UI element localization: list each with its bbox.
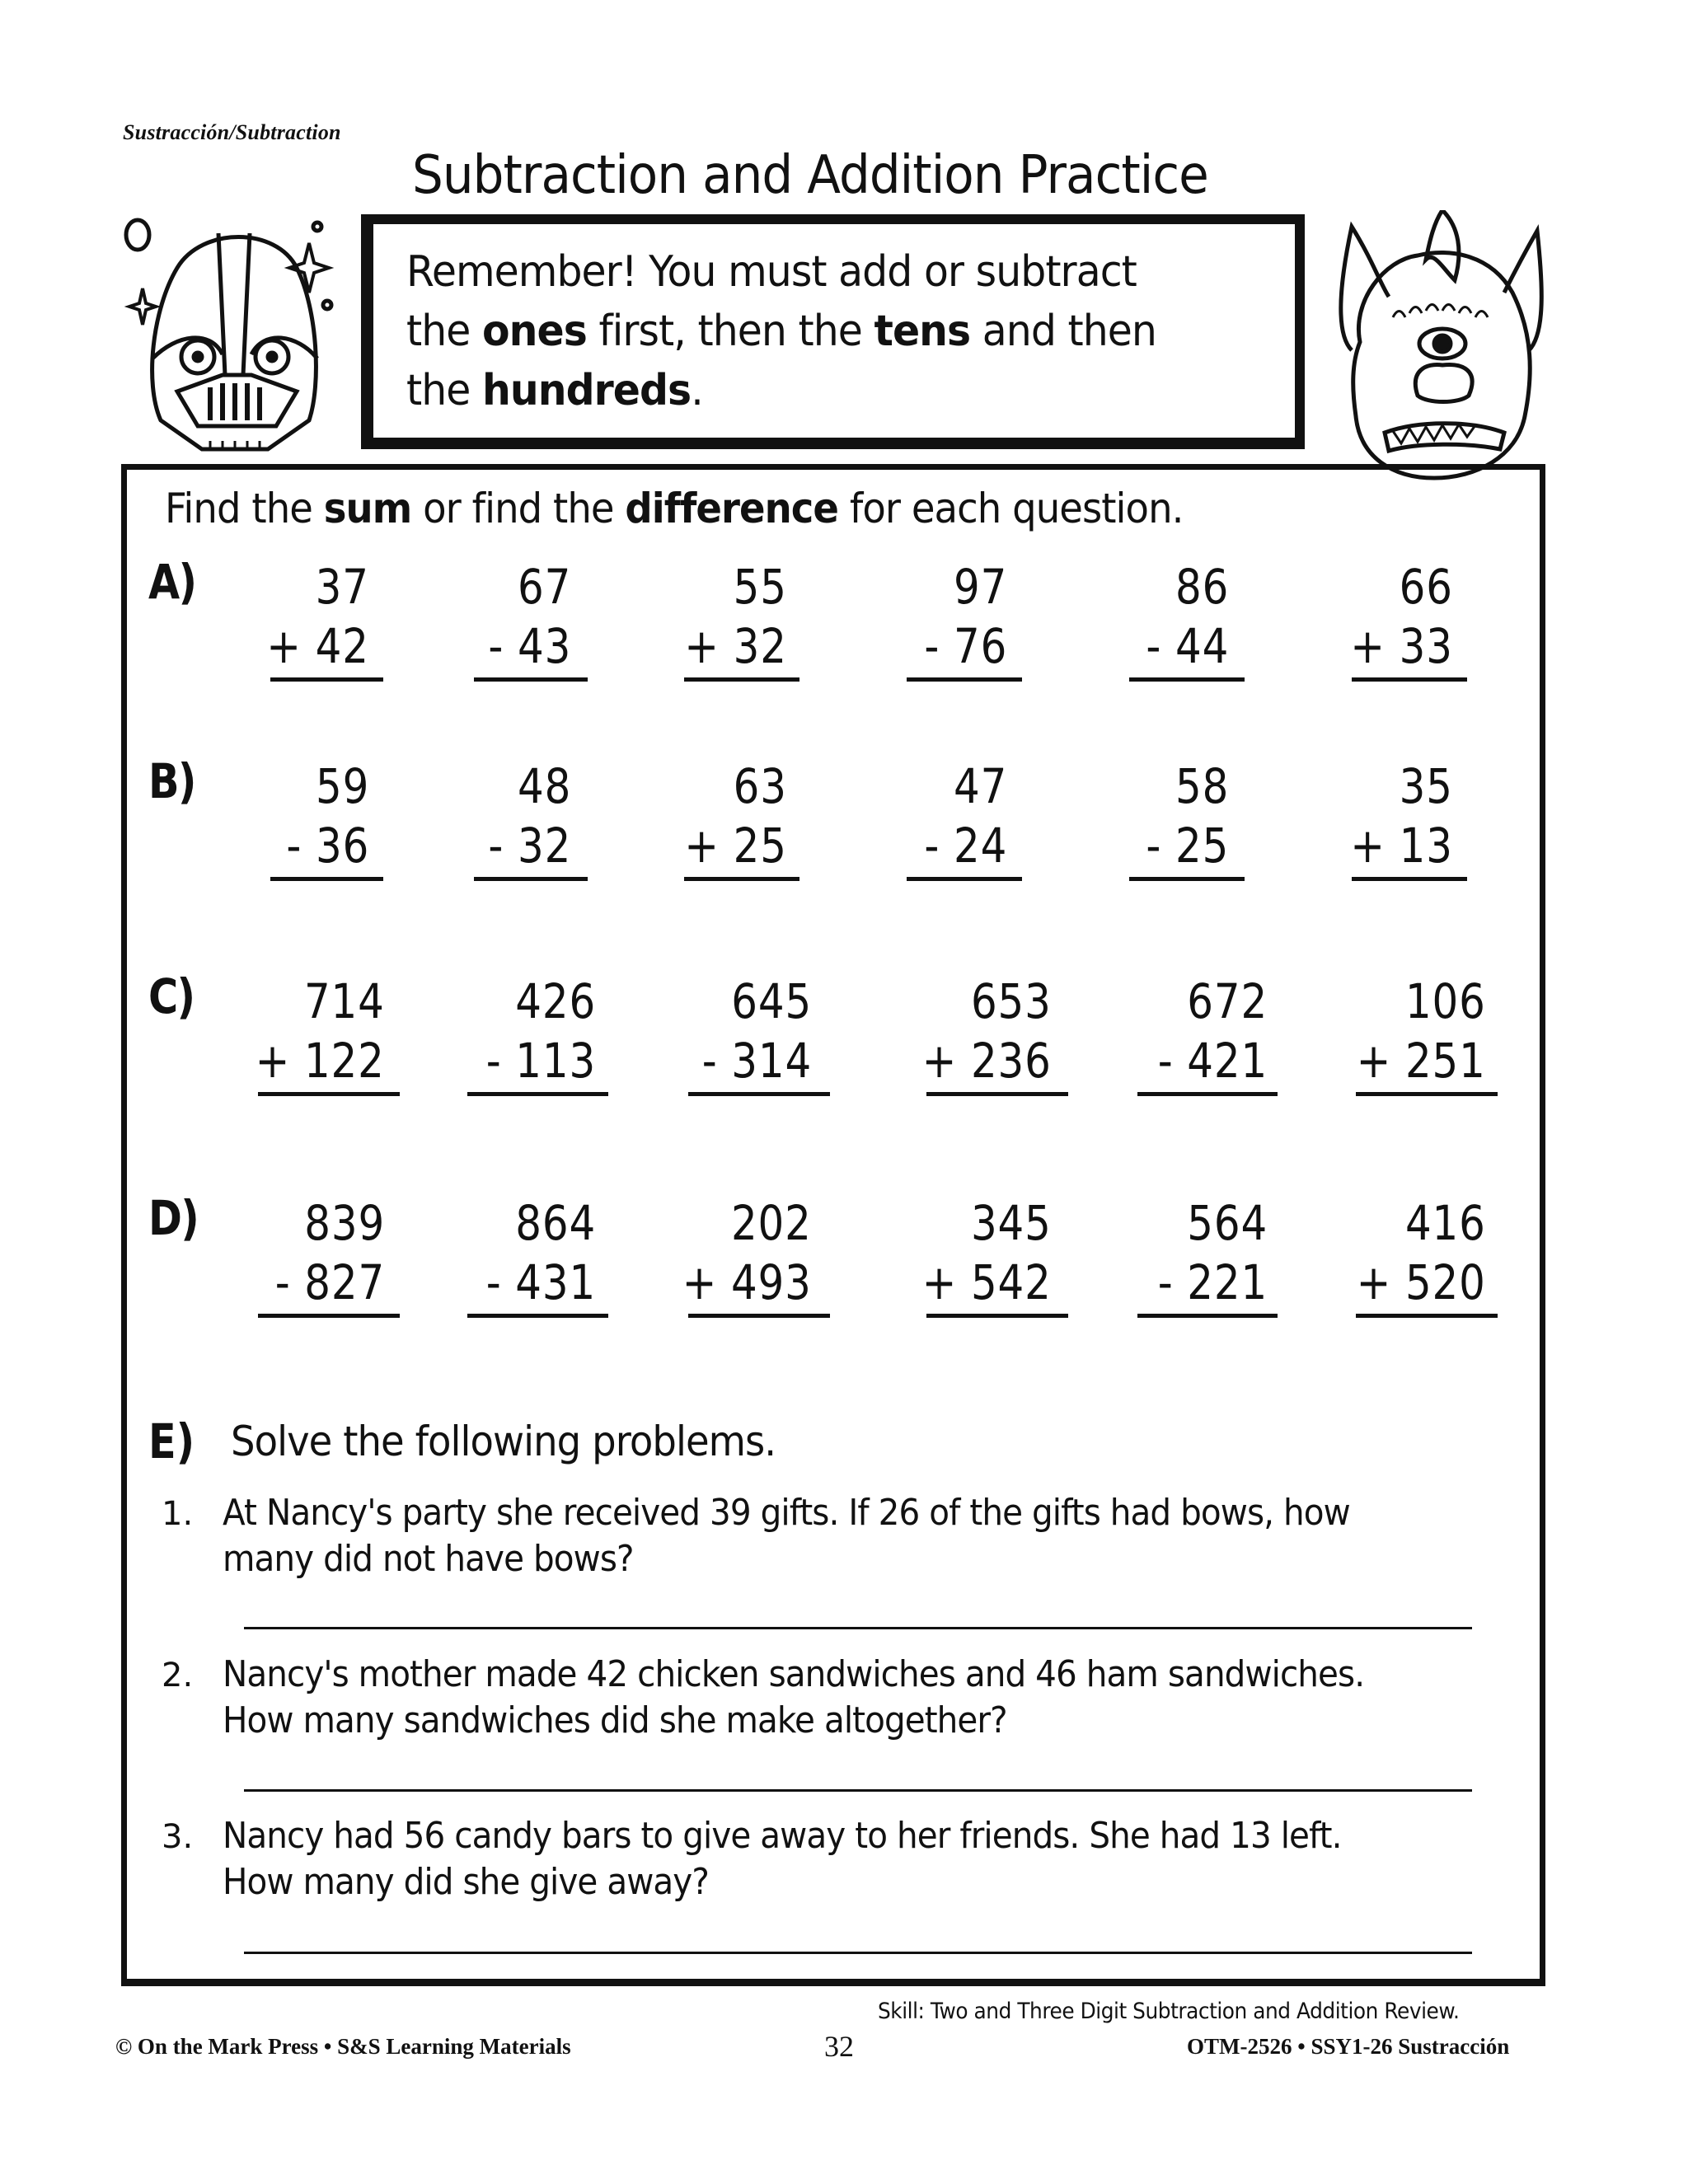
remember-box (361, 214, 1305, 449)
answer-underline[interactable] (270, 877, 383, 881)
emphasis-ones: ones (482, 307, 587, 356)
top-number: 864 (515, 1195, 596, 1251)
answer-underline[interactable] (1137, 1314, 1278, 1318)
row-label-c: C) (148, 968, 195, 1024)
bottom-number: + 13 (1350, 818, 1453, 874)
top-number: 55 (733, 559, 787, 615)
problem-c5 (1158, 972, 1268, 1090)
row-label-e: E) (148, 1413, 195, 1469)
problem-c1 (256, 972, 385, 1090)
problem-d1 (275, 1193, 385, 1312)
top-number: 653 (971, 973, 1052, 1029)
bottom-number: - 431 (485, 1254, 596, 1310)
problem-c3 (702, 972, 812, 1090)
problem-d3 (682, 1193, 812, 1312)
row-label-b: B) (148, 753, 195, 809)
answer-underline[interactable] (474, 877, 588, 881)
answer-line-2[interactable] (244, 1789, 1472, 1792)
product-code: OTM-2526 • SSY1-26 Sustracción (1187, 2034, 1510, 2059)
bottom-number: + 32 (684, 618, 787, 674)
answer-underline[interactable] (1129, 677, 1245, 682)
problem-number: 3. (162, 1818, 194, 1856)
top-number: 345 (971, 1195, 1052, 1251)
remember-text (406, 242, 1156, 420)
bottom-number: - 827 (274, 1254, 385, 1310)
problem-a1 (266, 557, 369, 676)
problem-b5 (1146, 757, 1229, 875)
top-number: 645 (731, 973, 812, 1029)
text: . (691, 366, 703, 415)
bottom-number: - 25 (1146, 818, 1229, 874)
text: the (406, 366, 483, 415)
top-number: 426 (515, 973, 596, 1029)
problem-text-line: How many did she give away? (223, 1861, 709, 1903)
word-problems-heading: Solve the following problems. (231, 1418, 776, 1465)
row-label-a: A) (148, 554, 196, 610)
text: or find the (411, 485, 626, 532)
answer-underline[interactable] (907, 877, 1022, 881)
top-number: 67 (517, 559, 571, 615)
problem-text-line: Nancy's mother made 42 chicken sandwiches and 46 ham sandwiches. (223, 1653, 1365, 1695)
problem-d4 (922, 1193, 1052, 1312)
helmet-illustration-icon (120, 210, 354, 457)
text: the (406, 307, 483, 356)
answer-underline[interactable] (258, 1314, 400, 1318)
top-number: 35 (1399, 758, 1453, 814)
bottom-number: + 520 (1356, 1254, 1486, 1310)
bottom-number: - 314 (701, 1033, 812, 1089)
word-problem-3 (223, 1813, 1342, 1905)
problem-b2 (488, 757, 571, 875)
bottom-number: + 251 (1356, 1033, 1486, 1089)
bottom-number: + 25 (684, 818, 787, 874)
remember-line-3 (406, 361, 1156, 420)
problem-a2 (488, 557, 571, 676)
top-number: 66 (1399, 559, 1453, 615)
word-problem-2 (223, 1652, 1364, 1744)
top-number: 97 (953, 559, 1007, 615)
instruction-text (165, 485, 1183, 532)
top-number: 37 (315, 559, 369, 615)
bottom-number: + 236 (921, 1033, 1052, 1089)
bottom-number: - 32 (488, 818, 571, 874)
bottom-number: - 36 (286, 818, 369, 874)
problem-number: 1. (162, 1495, 194, 1533)
answer-underline[interactable] (684, 677, 799, 682)
top-number: 202 (731, 1195, 812, 1251)
answer-underline[interactable] (467, 1314, 608, 1318)
publisher-credit: © On the Mark Press • S&S Learning Materials (115, 2034, 571, 2059)
page-number: 32 (824, 2030, 854, 2063)
problem-b3 (684, 757, 787, 875)
top-number: 714 (304, 973, 385, 1029)
emphasis-sum: sum (323, 485, 412, 532)
top-number: 564 (1187, 1195, 1268, 1251)
skill-note: Skill: Two and Three Digit Subtraction and Addition Review. (878, 1999, 1460, 2024)
problem-text-line: At Nancy's party she received 39 gifts. If 26 of the gifts had bows, how (223, 1492, 1350, 1534)
text: first, then the (586, 307, 874, 356)
text: and then (970, 307, 1156, 356)
answer-underline[interactable] (1352, 677, 1467, 682)
top-number: 59 (315, 758, 369, 814)
bottom-number: + 42 (266, 618, 369, 674)
problem-b6 (1350, 757, 1453, 875)
bottom-number: - 421 (1157, 1033, 1268, 1089)
text: Find the (165, 485, 324, 532)
answer-underline[interactable] (684, 877, 799, 881)
problem-c6 (1357, 972, 1486, 1090)
problem-c4 (922, 972, 1052, 1090)
problem-d5 (1158, 1193, 1268, 1312)
answer-underline[interactable] (467, 1092, 608, 1096)
word-problem-1 (223, 1490, 1350, 1582)
top-number: 672 (1187, 973, 1268, 1029)
bottom-number: + 493 (682, 1254, 812, 1310)
problem-number: 2. (162, 1657, 194, 1694)
emphasis-hundreds: hundreds (482, 366, 692, 415)
problem-text-line: many did not have bows? (223, 1538, 634, 1580)
problem-a5 (1146, 557, 1229, 676)
answer-underline[interactable] (688, 1092, 830, 1096)
top-number: 47 (953, 758, 1007, 814)
top-number: 48 (517, 758, 571, 814)
problem-text-line: How many sandwiches did she make altogether? (223, 1699, 1007, 1741)
top-number: 58 (1175, 758, 1229, 814)
problem-a6 (1350, 557, 1453, 676)
answer-underline[interactable] (1129, 877, 1245, 881)
bottom-number: - 44 (1146, 618, 1229, 674)
problem-b1 (286, 757, 369, 875)
monster-illustration-icon (1327, 210, 1554, 486)
bottom-number: - 113 (485, 1033, 596, 1089)
remember-line-2 (406, 302, 1156, 361)
top-number: 839 (304, 1195, 385, 1251)
answer-underline[interactable] (688, 1314, 830, 1318)
emphasis-difference: difference (625, 485, 839, 532)
problem-text-line: Nancy had 56 candy bars to give away to her friends. She had 13 left. (223, 1815, 1342, 1857)
bottom-number: + 542 (921, 1254, 1052, 1310)
problem-a4 (924, 557, 1007, 676)
bottom-number: - 76 (924, 618, 1007, 674)
answer-underline[interactable] (1137, 1092, 1278, 1096)
answer-underline[interactable] (270, 677, 383, 682)
bottom-number: + 33 (1350, 618, 1453, 674)
remember-line-1: Remember! You must add or subtract (406, 247, 1137, 297)
top-number: 63 (733, 758, 787, 814)
answer-underline[interactable] (926, 1092, 1068, 1096)
answer-underline[interactable] (1356, 1092, 1498, 1096)
answer-underline[interactable] (474, 677, 588, 682)
problem-d6 (1357, 1193, 1486, 1312)
answer-underline[interactable] (907, 677, 1022, 682)
bottom-number: + 122 (255, 1033, 385, 1089)
text: for each question. (838, 485, 1184, 532)
answer-underline[interactable] (1352, 877, 1467, 881)
page-title: Subtraction and Addition Practice (412, 145, 1208, 206)
section-label: Sustracción/Subtraction (123, 120, 341, 144)
problem-a3 (684, 557, 787, 676)
answer-underline[interactable] (926, 1314, 1068, 1318)
bottom-number: - 221 (1157, 1254, 1268, 1310)
answer-line-1[interactable] (244, 1627, 1472, 1629)
top-number: 106 (1405, 973, 1486, 1029)
problem-c2 (486, 972, 596, 1090)
emphasis-tens: tens (874, 307, 971, 356)
top-number: 86 (1175, 559, 1229, 615)
answer-underline[interactable] (258, 1092, 400, 1096)
bottom-number: - 24 (924, 818, 1007, 874)
bottom-number: - 43 (488, 618, 571, 674)
problem-b4 (924, 757, 1007, 875)
row-label-d: D) (148, 1190, 199, 1246)
answer-underline[interactable] (1356, 1314, 1498, 1318)
problem-d2 (486, 1193, 596, 1312)
top-number: 416 (1405, 1195, 1486, 1251)
answer-line-3[interactable] (244, 1952, 1472, 1954)
